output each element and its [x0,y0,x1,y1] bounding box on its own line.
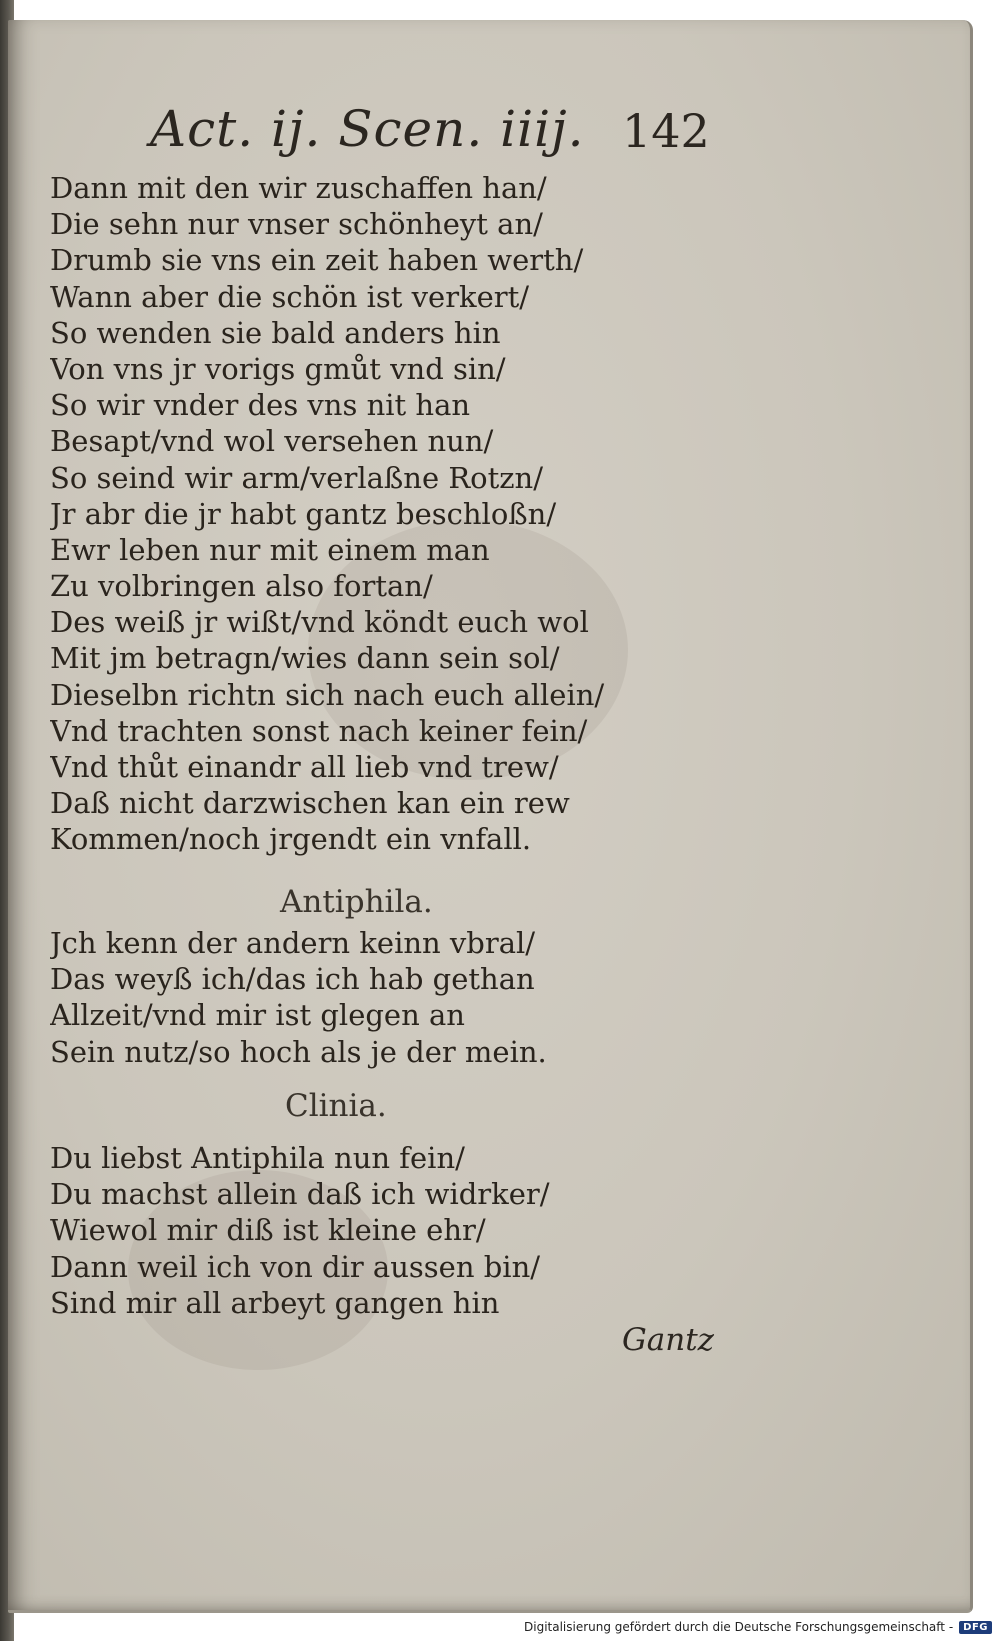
verse-line: Du machst allein daß ich widrker/ [50,1177,550,1212]
verse-line: Besapt/vnd wol versehen nun/ [50,424,494,459]
verse-block [50,1140,610,1321]
verse-line: Dieselbn richtn sich nach euch allein/ [50,677,605,712]
verse-line: Ewr leben nur mit einem man [50,532,490,567]
verse-line: Sein nutz/so hoch als je der mein. [50,1034,547,1069]
verse-line: Kommen/noch jrgendt ein vnfall. [50,822,532,857]
verse-line: Zu volbringen also fortan/ [50,569,433,604]
verse-line: Mit jm betragn/wies dann sein sol/ [50,641,560,676]
page-number: 142 [622,104,710,158]
verse-line: So seind wir arm/verlaßne Rotzn/ [50,460,543,495]
verse-line: Jch kenn der andern keinn vbral/ [50,926,536,960]
verse-line: Allzeit/vnd mir ist glegen an [50,998,465,1033]
verse-block [50,170,610,858]
verse-line: Dann weil ich von dir aussen bin/ [50,1249,541,1284]
verse-line: Von vns jr vorigs gmůt vnd sin/ [50,351,506,386]
verse-line: Jr abr die jr habt gantz beschloßn/ [50,496,557,531]
verse-line: Sind mir all arbeyt gangen hin [50,1285,500,1320]
verse-block [50,925,610,1070]
speaker-heading: Antiphila. [280,884,433,920]
digitization-credit [524,1617,992,1637]
verse-line: Drumb sie vns ein zeit haben werth/ [50,243,584,278]
verse-line: Daß nicht darzwischen kan ein rew [50,786,570,821]
verse-line: Des weiß jr wißt/vnd köndt euch wol [50,605,589,640]
verse-line: Du liebst Antiphila nun fein/ [50,1141,465,1175]
verse-line: Wiewol mir diß ist kleine ehr/ [50,1213,486,1248]
running-head: Act. ij. Scen. iiij. [150,100,585,158]
verse-line: Die sehn nur vnser schönheyt an/ [50,207,543,242]
dfg-logo-icon: DFG [959,1621,992,1634]
verse-line: So wir vnder des vns nit han [50,388,471,423]
verse-line: Vnd trachten sonst nach keiner fein/ [50,713,588,748]
speaker-heading: Clinia. [285,1088,387,1124]
verse-line: Wann aber die schön ist verkert/ [50,279,530,314]
verse-line: Das weyß ich/das ich hab gethan [50,962,535,997]
credit-text: Digitalisierung gefördert durch die Deutsche Forschungsgemeinschaft - [524,1620,954,1634]
catchword: Gantz [622,1322,715,1358]
verse-line: Dann mit den wir zuschaffen han/ [50,171,547,205]
verse-line: Vnd thůt einandr all lieb vnd trew/ [50,750,559,784]
verse-line: So wenden sie bald anders hin [50,315,501,350]
